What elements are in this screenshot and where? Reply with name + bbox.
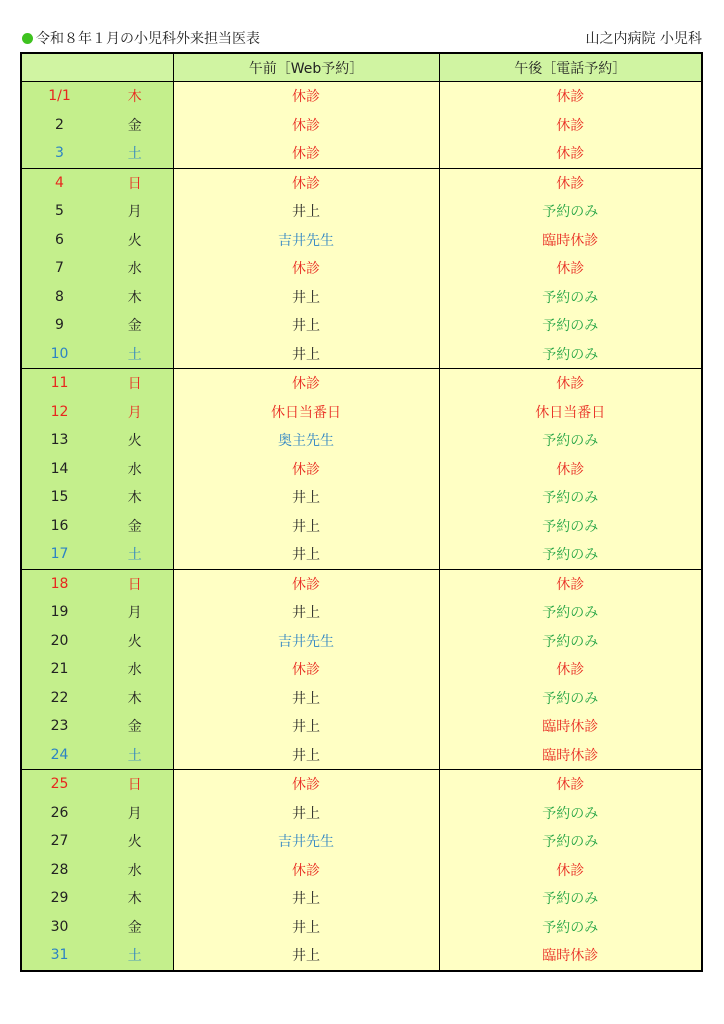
- date-cell: 2: [21, 111, 97, 140]
- am-doctor-cell: 井上: [173, 512, 439, 541]
- am-doctor-cell: 吉井先生: [173, 226, 439, 255]
- am-doctor-cell: 休診: [173, 770, 439, 799]
- header-am-column: 午前［Web予約］: [173, 53, 439, 82]
- date-cell: 18: [21, 569, 97, 598]
- schedule-row: [21, 712, 702, 741]
- pm-status-cell: 予約のみ: [439, 884, 702, 913]
- schedule-row: [21, 254, 702, 283]
- weekday-cell: 月: [97, 398, 173, 427]
- weekday-cell: 日: [97, 168, 173, 197]
- pm-status-cell: 休診: [439, 770, 702, 799]
- pm-status-cell: 休診: [439, 856, 702, 885]
- date-cell: 17: [21, 540, 97, 569]
- schedule-row: [21, 627, 702, 656]
- am-doctor-cell: 休診: [173, 168, 439, 197]
- pm-status-cell: 臨時休診: [439, 226, 702, 255]
- pm-status-cell: 予約のみ: [439, 627, 702, 656]
- pm-status-cell: 休診: [439, 569, 702, 598]
- am-doctor-cell: 井上: [173, 913, 439, 942]
- schedule-row: [21, 598, 702, 627]
- schedule-row: [21, 82, 702, 111]
- date-cell: 9: [21, 311, 97, 340]
- date-cell: 29: [21, 884, 97, 913]
- date-cell: 11: [21, 369, 97, 398]
- weekday-cell: 木: [97, 884, 173, 913]
- date-cell: 12: [21, 398, 97, 427]
- schedule-row: [21, 340, 702, 369]
- schedule-row: [21, 168, 702, 197]
- date-cell: 24: [21, 741, 97, 770]
- weekday-cell: 日: [97, 369, 173, 398]
- weekday-cell: 土: [97, 340, 173, 369]
- pm-status-cell: 予約のみ: [439, 799, 702, 828]
- am-doctor-cell: 井上: [173, 311, 439, 340]
- weekday-cell: 土: [97, 941, 173, 971]
- schedule-row: [21, 856, 702, 885]
- schedule-row: [21, 655, 702, 684]
- am-doctor-cell: 奥主先生: [173, 426, 439, 455]
- am-doctor-cell: 井上: [173, 197, 439, 226]
- pm-status-cell: 休診: [439, 655, 702, 684]
- weekday-cell: 土: [97, 139, 173, 168]
- date-cell: 8: [21, 283, 97, 312]
- am-doctor-cell: 休日当番日: [173, 398, 439, 427]
- am-doctor-cell: 休診: [173, 111, 439, 140]
- weekday-cell: 火: [97, 627, 173, 656]
- weekday-cell: 木: [97, 483, 173, 512]
- am-doctor-cell: 井上: [173, 340, 439, 369]
- weekday-cell: 月: [97, 197, 173, 226]
- schedule-row: [21, 139, 702, 168]
- pm-status-cell: 予約のみ: [439, 197, 702, 226]
- pm-status-cell: 予約のみ: [439, 340, 702, 369]
- pm-status-cell: 休診: [439, 82, 702, 111]
- date-cell: 20: [21, 627, 97, 656]
- date-cell: 10: [21, 340, 97, 369]
- schedule-row: [21, 483, 702, 512]
- schedule-row: [21, 369, 702, 398]
- am-doctor-cell: 井上: [173, 483, 439, 512]
- schedule-title: 令和８年１月の小児科外来担当医表: [36, 31, 260, 47]
- date-cell: 16: [21, 512, 97, 541]
- date-cell: 13: [21, 426, 97, 455]
- pm-status-cell: 臨時休診: [439, 941, 702, 971]
- schedule-row: [21, 770, 702, 799]
- weekday-cell: 水: [97, 455, 173, 484]
- weekday-cell: 金: [97, 913, 173, 942]
- weekday-cell: 土: [97, 741, 173, 770]
- date-cell: 15: [21, 483, 97, 512]
- pm-status-cell: 休診: [439, 455, 702, 484]
- am-doctor-cell: 休診: [173, 254, 439, 283]
- date-cell: 30: [21, 913, 97, 942]
- date-cell: 25: [21, 770, 97, 799]
- schedule-row: [21, 512, 702, 541]
- weekday-cell: 金: [97, 311, 173, 340]
- am-doctor-cell: 井上: [173, 712, 439, 741]
- am-doctor-cell: 井上: [173, 540, 439, 569]
- schedule-title-wrap: [22, 29, 260, 49]
- pm-status-cell: 臨時休診: [439, 741, 702, 770]
- am-doctor-cell: 吉井先生: [173, 827, 439, 856]
- weekday-cell: 木: [97, 684, 173, 713]
- am-doctor-cell: 井上: [173, 884, 439, 913]
- pm-status-cell: 休診: [439, 139, 702, 168]
- date-cell: 31: [21, 941, 97, 971]
- pm-status-cell: 予約のみ: [439, 311, 702, 340]
- pm-status-cell: 臨時休診: [439, 712, 702, 741]
- bullet-icon: [22, 33, 33, 44]
- schedule-row: [21, 197, 702, 226]
- date-cell: 7: [21, 254, 97, 283]
- am-doctor-cell: 吉井先生: [173, 627, 439, 656]
- schedule-body: [21, 82, 702, 971]
- weekday-cell: 水: [97, 254, 173, 283]
- pm-status-cell: 予約のみ: [439, 684, 702, 713]
- am-doctor-cell: 井上: [173, 741, 439, 770]
- am-doctor-cell: 休診: [173, 655, 439, 684]
- am-doctor-cell: 休診: [173, 856, 439, 885]
- pm-status-cell: 休診: [439, 111, 702, 140]
- pm-status-cell: 予約のみ: [439, 512, 702, 541]
- date-cell: 19: [21, 598, 97, 627]
- weekday-cell: 月: [97, 799, 173, 828]
- schedule-row: [21, 884, 702, 913]
- pm-status-cell: 予約のみ: [439, 540, 702, 569]
- hospital-name: 山之内病院 小児科: [585, 31, 702, 47]
- pm-status-cell: 休診: [439, 168, 702, 197]
- pm-status-cell: 予約のみ: [439, 483, 702, 512]
- am-doctor-cell: 井上: [173, 283, 439, 312]
- date-cell: 21: [21, 655, 97, 684]
- date-cell: 5: [21, 197, 97, 226]
- schedule-row: [21, 540, 702, 569]
- weekday-cell: 木: [97, 283, 173, 312]
- date-cell: 26: [21, 799, 97, 828]
- weekday-cell: 月: [97, 598, 173, 627]
- weekday-cell: 水: [97, 856, 173, 885]
- am-doctor-cell: 休診: [173, 455, 439, 484]
- schedule-row: [21, 111, 702, 140]
- am-doctor-cell: 井上: [173, 799, 439, 828]
- date-cell: 23: [21, 712, 97, 741]
- pm-status-cell: 予約のみ: [439, 598, 702, 627]
- schedule-row: [21, 398, 702, 427]
- am-doctor-cell: 井上: [173, 941, 439, 971]
- schedule-row: [21, 827, 702, 856]
- am-doctor-cell: 休診: [173, 139, 439, 168]
- am-doctor-cell: 井上: [173, 598, 439, 627]
- schedule-row: [21, 311, 702, 340]
- schedule-table: [20, 52, 703, 972]
- schedule-row: [21, 799, 702, 828]
- pm-status-cell: 休診: [439, 254, 702, 283]
- schedule-row: [21, 426, 702, 455]
- am-doctor-cell: 井上: [173, 684, 439, 713]
- weekday-cell: 日: [97, 569, 173, 598]
- weekday-cell: 金: [97, 712, 173, 741]
- header-pm-column: 午後［電話予約］: [439, 53, 702, 82]
- am-doctor-cell: 休診: [173, 82, 439, 111]
- date-cell: 1/1: [21, 82, 97, 111]
- schedule-row: [21, 741, 702, 770]
- schedule-row: [21, 455, 702, 484]
- pm-status-cell: 休日当番日: [439, 398, 702, 427]
- title-bar: [22, 29, 702, 49]
- am-doctor-cell: 休診: [173, 569, 439, 598]
- date-cell: 6: [21, 226, 97, 255]
- pm-status-cell: 予約のみ: [439, 283, 702, 312]
- date-cell: 27: [21, 827, 97, 856]
- date-cell: 28: [21, 856, 97, 885]
- schedule-row: [21, 226, 702, 255]
- schedule-row: [21, 941, 702, 971]
- header-row: [21, 53, 702, 82]
- weekday-cell: 水: [97, 655, 173, 684]
- weekday-cell: 火: [97, 426, 173, 455]
- date-cell: 3: [21, 139, 97, 168]
- pm-status-cell: 予約のみ: [439, 827, 702, 856]
- pm-status-cell: 休診: [439, 369, 702, 398]
- schedule-row: [21, 684, 702, 713]
- header-date-column: [21, 53, 173, 82]
- pm-status-cell: 予約のみ: [439, 426, 702, 455]
- weekday-cell: 木: [97, 82, 173, 111]
- am-doctor-cell: 休診: [173, 369, 439, 398]
- weekday-cell: 火: [97, 226, 173, 255]
- date-cell: 22: [21, 684, 97, 713]
- weekday-cell: 火: [97, 827, 173, 856]
- weekday-cell: 土: [97, 540, 173, 569]
- schedule-row: [21, 283, 702, 312]
- weekday-cell: 金: [97, 512, 173, 541]
- weekday-cell: 金: [97, 111, 173, 140]
- date-cell: 14: [21, 455, 97, 484]
- table-header: [21, 53, 702, 82]
- schedule-row: [21, 569, 702, 598]
- weekday-cell: 日: [97, 770, 173, 799]
- pm-status-cell: 予約のみ: [439, 913, 702, 942]
- schedule-row: [21, 913, 702, 942]
- date-cell: 4: [21, 168, 97, 197]
